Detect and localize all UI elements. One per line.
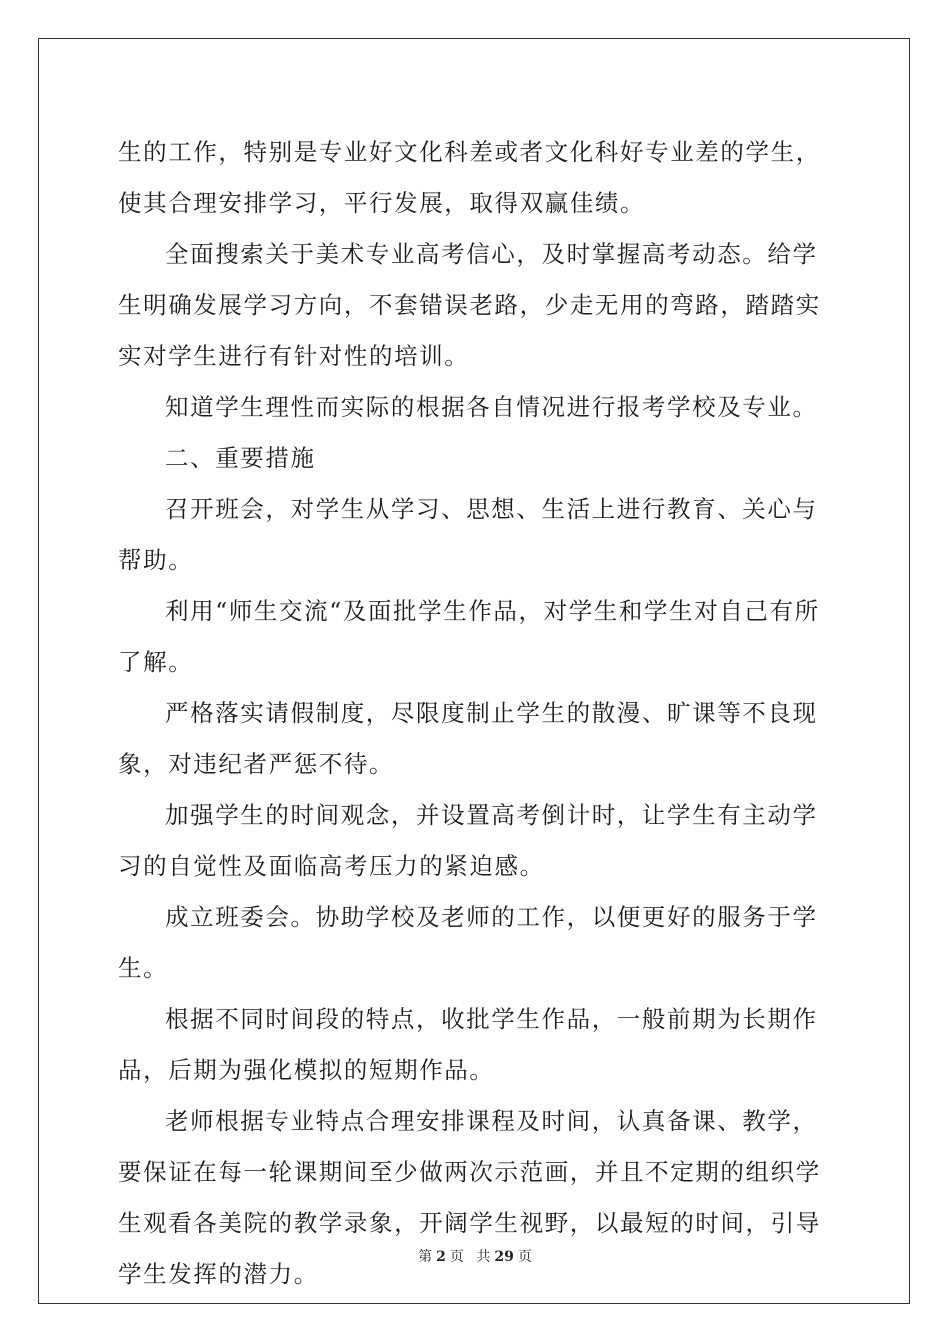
paragraph-10: 根据不同时间段的特点，收批学生作品，一般前期为长期作品，后期为强化模拟的短期作品。 (118, 1005, 818, 1084)
current-page: 2 (436, 1249, 446, 1265)
section-heading: 二、重要措施 (165, 444, 316, 472)
paragraph-8: 加强学生的时间观念，并设置高考倒计时，让学生有主动学习的自觉性及面临高考压力的紧迫感。 (118, 801, 818, 880)
document-body (118, 127, 838, 1300)
paragraph-6: 利用“师生交流“及面批学生作品，对学生和学生对自己有所了解。 (118, 597, 820, 676)
paragraph-2: 全面搜索关于美术专业高考信心，及时掌握高考动态。给学生明确发展学习方向，不套错误老路，少走无用的弯路，踏踏实实对学生进行有针对性的培训。 (118, 240, 821, 370)
page-number (416, 1249, 466, 1265)
page-prefix: 第 (418, 1249, 433, 1265)
paragraph-11: 老师根据专业特点合理安排课程及时间，认真备课、教学，要保证在每一轮课期间至少做两次示范画，并且不定期的组织学生观看各美院的教学录象，开阔学生视野，以最短的时间，引导学生发挥的潜力。 (118, 1107, 821, 1288)
total-unit: 页 (517, 1249, 532, 1265)
page-footer (0, 1246, 950, 1266)
paragraph-1: 生的工作，特别是专业好文化科差或者文化科好专业差的学生，使其合理安排学习，平行发展，取得双赢佳绩。 (118, 138, 821, 217)
paragraph-3: 知道学生理性而实际的根据各自情况进行报考学校及专业。 (165, 393, 818, 421)
paragraph-5: 召开班会，对学生从学习、思想、生活上进行教育、关心与帮助。 (118, 495, 818, 574)
paragraph-9: 成立班委会。协助学校及老师的工作，以便更好的服务于学生。 (118, 903, 818, 982)
total-pages: 29 (494, 1249, 514, 1265)
page-total (474, 1249, 533, 1265)
paragraph-7: 严格落实请假制度，尽限度制止学生的散漫、旷课等不良现象，对违纪者严惩不待。 (118, 699, 818, 778)
total-prefix: 共 (476, 1249, 491, 1265)
page-unit: 页 (449, 1249, 464, 1265)
